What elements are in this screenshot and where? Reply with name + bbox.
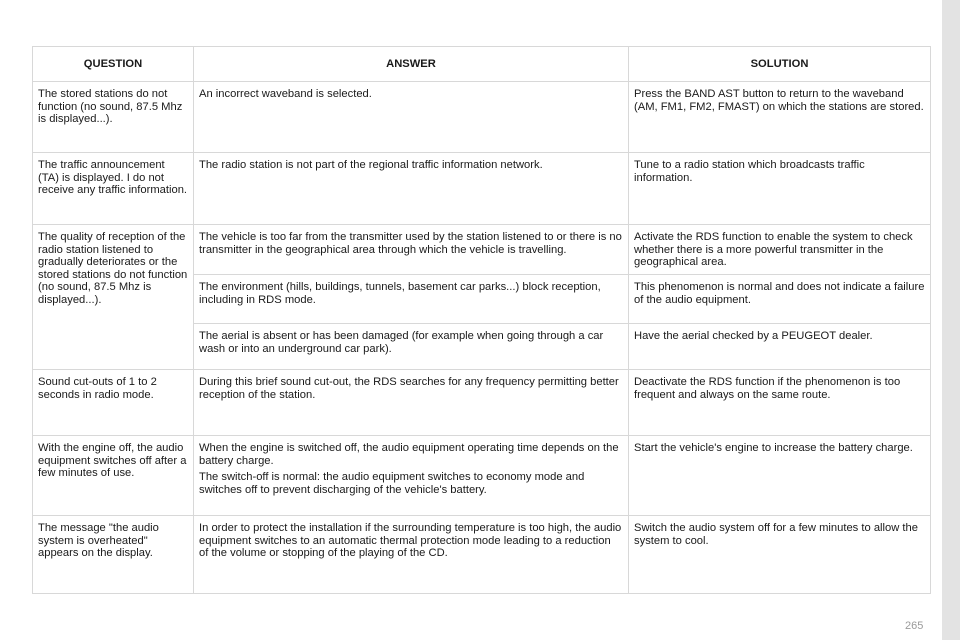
faq-table: [32, 46, 931, 594]
answer-cell: An incorrect waveband is selected.: [194, 82, 629, 153]
solution-cell: Tune to a radio station which broadcasts traffic information.: [629, 153, 931, 225]
answer-paragraph: The switch-off is normal: the audio equipment switches to economy mode and switches off to prevent discharging of the vehicle's battery.: [199, 471, 585, 496]
question-cell: The message "the audio system is overheated" appears on the display.: [33, 516, 194, 594]
answer-cell: The aerial is absent or has been damaged (for example when going through a car wash or into an underground car park).: [194, 324, 629, 370]
solution-cell: This phenomenon is normal and does not indicate a failure of the audio equipment.: [629, 275, 931, 324]
solution-cell: Have the aerial checked by a PEUGEOT dealer.: [629, 324, 931, 370]
table-row: [33, 153, 931, 225]
answer-paragraph: When the engine is switched off, the audio equipment operating time depends on the battery charge.: [199, 442, 619, 467]
header-solution: SOLUTION: [629, 47, 931, 82]
table-header-row: [33, 47, 931, 82]
header-answer: ANSWER: [194, 47, 629, 82]
header-question: QUESTION: [33, 47, 194, 82]
solution-cell: Switch the audio system off for a few minutes to allow the system to cool.: [629, 516, 931, 594]
table-row: [33, 436, 931, 516]
question-cell: With the engine off, the audio equipment switches off after a few minutes of use.: [33, 436, 194, 516]
question-cell: The traffic announcement (TA) is displayed. I do not receive any traffic information.: [33, 153, 194, 225]
solution-cell: Activate the RDS function to enable the system to check whether there is a more powerful transmitter in the geographical area.: [629, 225, 931, 275]
solution-cell: Press the BAND AST button to return to the waveband (AM, FM1, FM2, FMAST) on which the stations are stored.: [629, 82, 931, 153]
table-row: [33, 516, 931, 594]
solution-cell: Start the vehicle's engine to increase the battery charge.: [629, 436, 931, 516]
question-cell: The quality of reception of the radio station listened to gradually deteriorates or the stored stations do not function (no sound, 87.5 Mhz is displayed...).: [33, 225, 194, 370]
side-margin-strip: [942, 0, 960, 640]
table-row: [33, 82, 931, 153]
question-cell: The stored stations do not function (no sound, 87.5 Mhz is displayed...).: [33, 82, 194, 153]
answer-cell: During this brief sound cut-out, the RDS searches for any frequency permitting better reception of the station.: [194, 370, 629, 436]
table-row: [33, 370, 931, 436]
answer-cell: In order to protect the installation if the surrounding temperature is too high, the audio equipment switches to an automatic thermal protection mode leading to a reduction of the volume or stopping of the playing of the CD.: [194, 516, 629, 594]
answer-cell: The radio station is not part of the regional traffic information network.: [194, 153, 629, 225]
answer-cell: [194, 436, 629, 516]
question-cell: Sound cut-outs of 1 to 2 seconds in radio mode.: [33, 370, 194, 436]
answer-cell: The environment (hills, buildings, tunnels, basement car parks...) block reception, including in RDS mode.: [194, 275, 629, 324]
table-row: [33, 225, 931, 275]
page-number: 265: [905, 620, 924, 632]
solution-cell: Deactivate the RDS function if the phenomenon is too frequent and always on the same route.: [629, 370, 931, 436]
answer-cell: The vehicle is too far from the transmitter used by the station listened to or there is no transmitter in the geographical area through which the vehicle is travelling.: [194, 225, 629, 275]
